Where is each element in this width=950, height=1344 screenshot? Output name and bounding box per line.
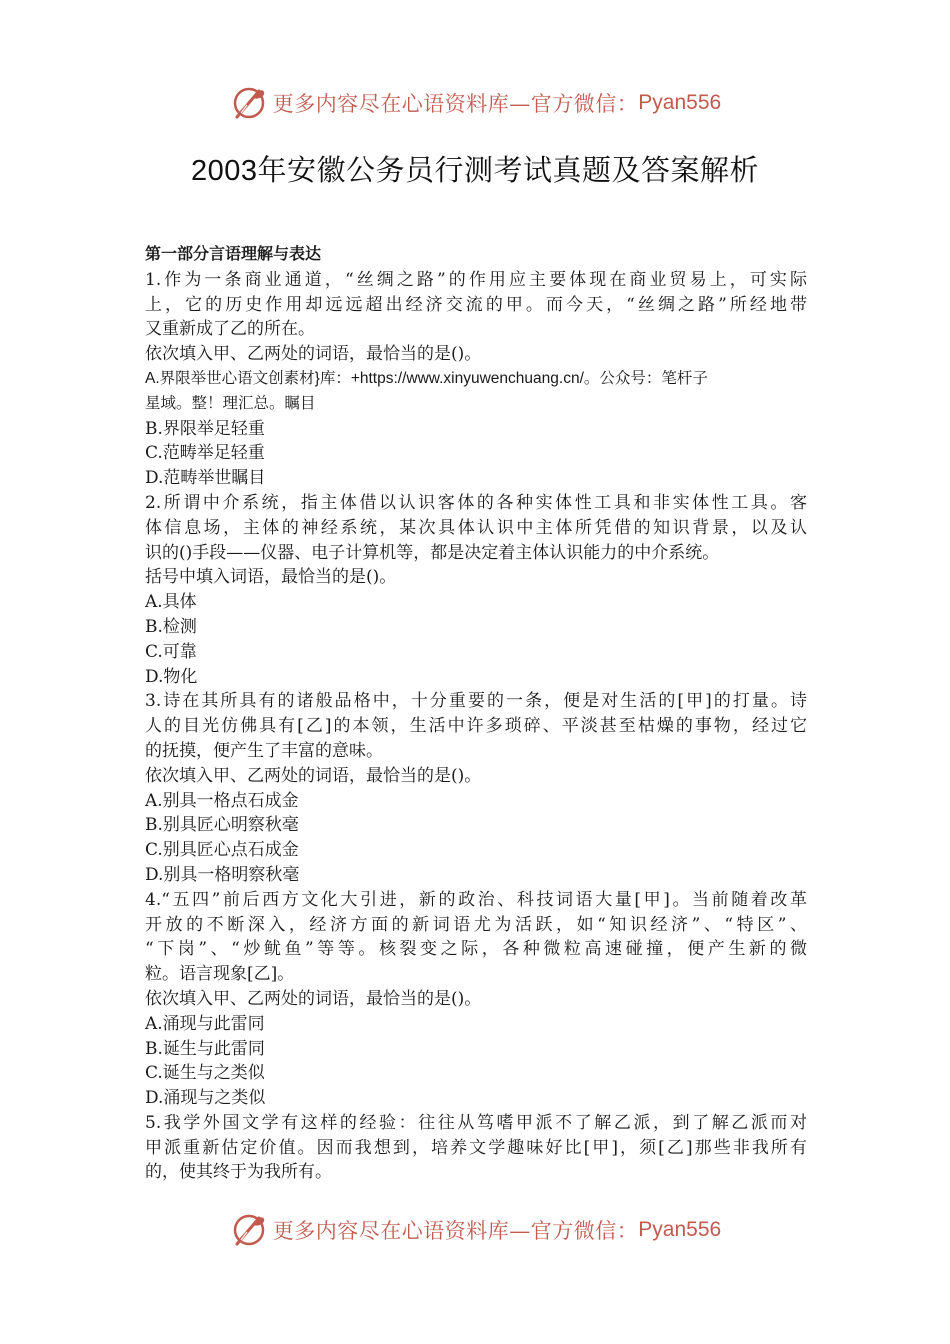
text-line: 依次填入甲、乙两处的词语，最恰当的是()。 — [145, 344, 482, 365]
text-line: “下岗”、“炒鱿鱼”等等。核裂变之际，各种微粒高速碰撞，便产生新的微 — [145, 939, 807, 960]
text-line: 甲派重新估定价值。因而我想到，培养文学趣味好比[甲]，须[乙]那些非我所有 — [145, 1137, 807, 1158]
text-line: 4.“五四”前后西方文化大引进，新的政治、科技词语大量[甲]。当前随着改革 — [145, 889, 807, 910]
text-line: A.具体 — [145, 592, 197, 613]
text-line: 1.作为一条商业通道，“丝绸之路”的作用应主要体现在商业贸易上，可实际 — [145, 269, 807, 290]
banner-wechat-id: Pyan556 — [638, 91, 722, 114]
text-line: 5.我学外国文学有这样的经验：往往从笃嗜甲派不了解乙派，到了解乙派而对 — [145, 1112, 807, 1133]
text-line: 2.所谓中介系统，指主体借以认识客体的各种实体性工具和非实体性工具。客 — [145, 492, 807, 513]
text-line: D.范畴举世瞩目 — [145, 468, 266, 489]
text-line: D.物化 — [145, 666, 198, 687]
page-title: 2003年安徽公务员行测考试真题及答案解析 — [190, 155, 759, 187]
text-line: B.界限举足轻重 — [145, 418, 265, 439]
text-line: A.界限举世心语文创素材}库：+https://www.xinyuwenchuang.cn/。公众号：笔杆子 — [145, 369, 708, 387]
banner-wechat-id: Pyan556 — [638, 1218, 722, 1241]
header-banner — [0, 80, 950, 126]
text-line: C.可靠 — [145, 641, 197, 662]
text-line: B.检测 — [145, 616, 197, 637]
text-line: 3.诗在其所具有的诸般品格中，十分重要的一条，便是对生活的[甲]的打量。诗 — [145, 691, 807, 712]
text-line: A.别具一格点石成金 — [145, 790, 299, 811]
text-line: 上，它的历史作用却远远超出经济交流的甲。而今天，“丝绸之路”所经地带 — [145, 294, 807, 315]
banner-text: 更多内容尽在心语资料库—官方微信： — [272, 1219, 639, 1243]
text-line: D.涌现与之类似 — [145, 1088, 266, 1109]
text-line: D.别具一格明察秋毫 — [145, 864, 300, 885]
text-line: 的抚摸，便产生了丰富的意味。 — [145, 740, 383, 761]
text-line: C.别具匠心点石成金 — [145, 840, 299, 861]
text-line: 人的目光仿佛具有[乙]的本领，生活中许多琐碎、平淡甚至枯燥的事物，经过它 — [145, 716, 807, 737]
text-line: 又重新成了乙的所在。 — [145, 319, 315, 340]
quill-logo-icon — [229, 1210, 269, 1250]
text-line: B.别具匠心明察秋毫 — [145, 815, 299, 836]
text-line: 依次填入甲、乙两处的词语，最恰当的是()。 — [145, 988, 482, 1009]
text-line: 体信息场，主体的神经系统，某次具体认识中主体所凭借的知识背景，以及认 — [145, 517, 807, 538]
text-line: A.涌现与此雷同 — [145, 1013, 265, 1034]
quill-logo-icon — [229, 83, 269, 123]
text-line: 括号中填入词语，最恰当的是()。 — [145, 567, 397, 588]
text-line: B.诞生与此雷同 — [145, 1038, 265, 1059]
text-line: 依次填入甲、乙两处的词语，最恰当的是()。 — [145, 765, 482, 786]
text-line: 识的()手段——仪器、电子计算机等，都是决定着主体认识能力的中介系统。 — [145, 542, 720, 563]
banner-text: 更多内容尽在心语资料库—官方微信： — [272, 92, 639, 116]
text-line: 粒。语言现象[乙]。 — [145, 964, 295, 985]
footer-banner — [0, 1207, 950, 1253]
text-line: 星域。整！理汇总。瞩目 — [145, 394, 316, 412]
text-line: 开放的不断深入，经济方面的新词语尤为活跃，如“知识经济”、“特区”、 — [145, 914, 807, 935]
document-body — [145, 243, 807, 1185]
text-line: C.范畴举足轻重 — [145, 443, 265, 464]
text-line: 第一部分言语理解与表达 — [145, 246, 322, 263]
text-line: 的，使其终于为我所有。 — [145, 1162, 332, 1183]
text-line: C.诞生与之类似 — [145, 1063, 265, 1084]
